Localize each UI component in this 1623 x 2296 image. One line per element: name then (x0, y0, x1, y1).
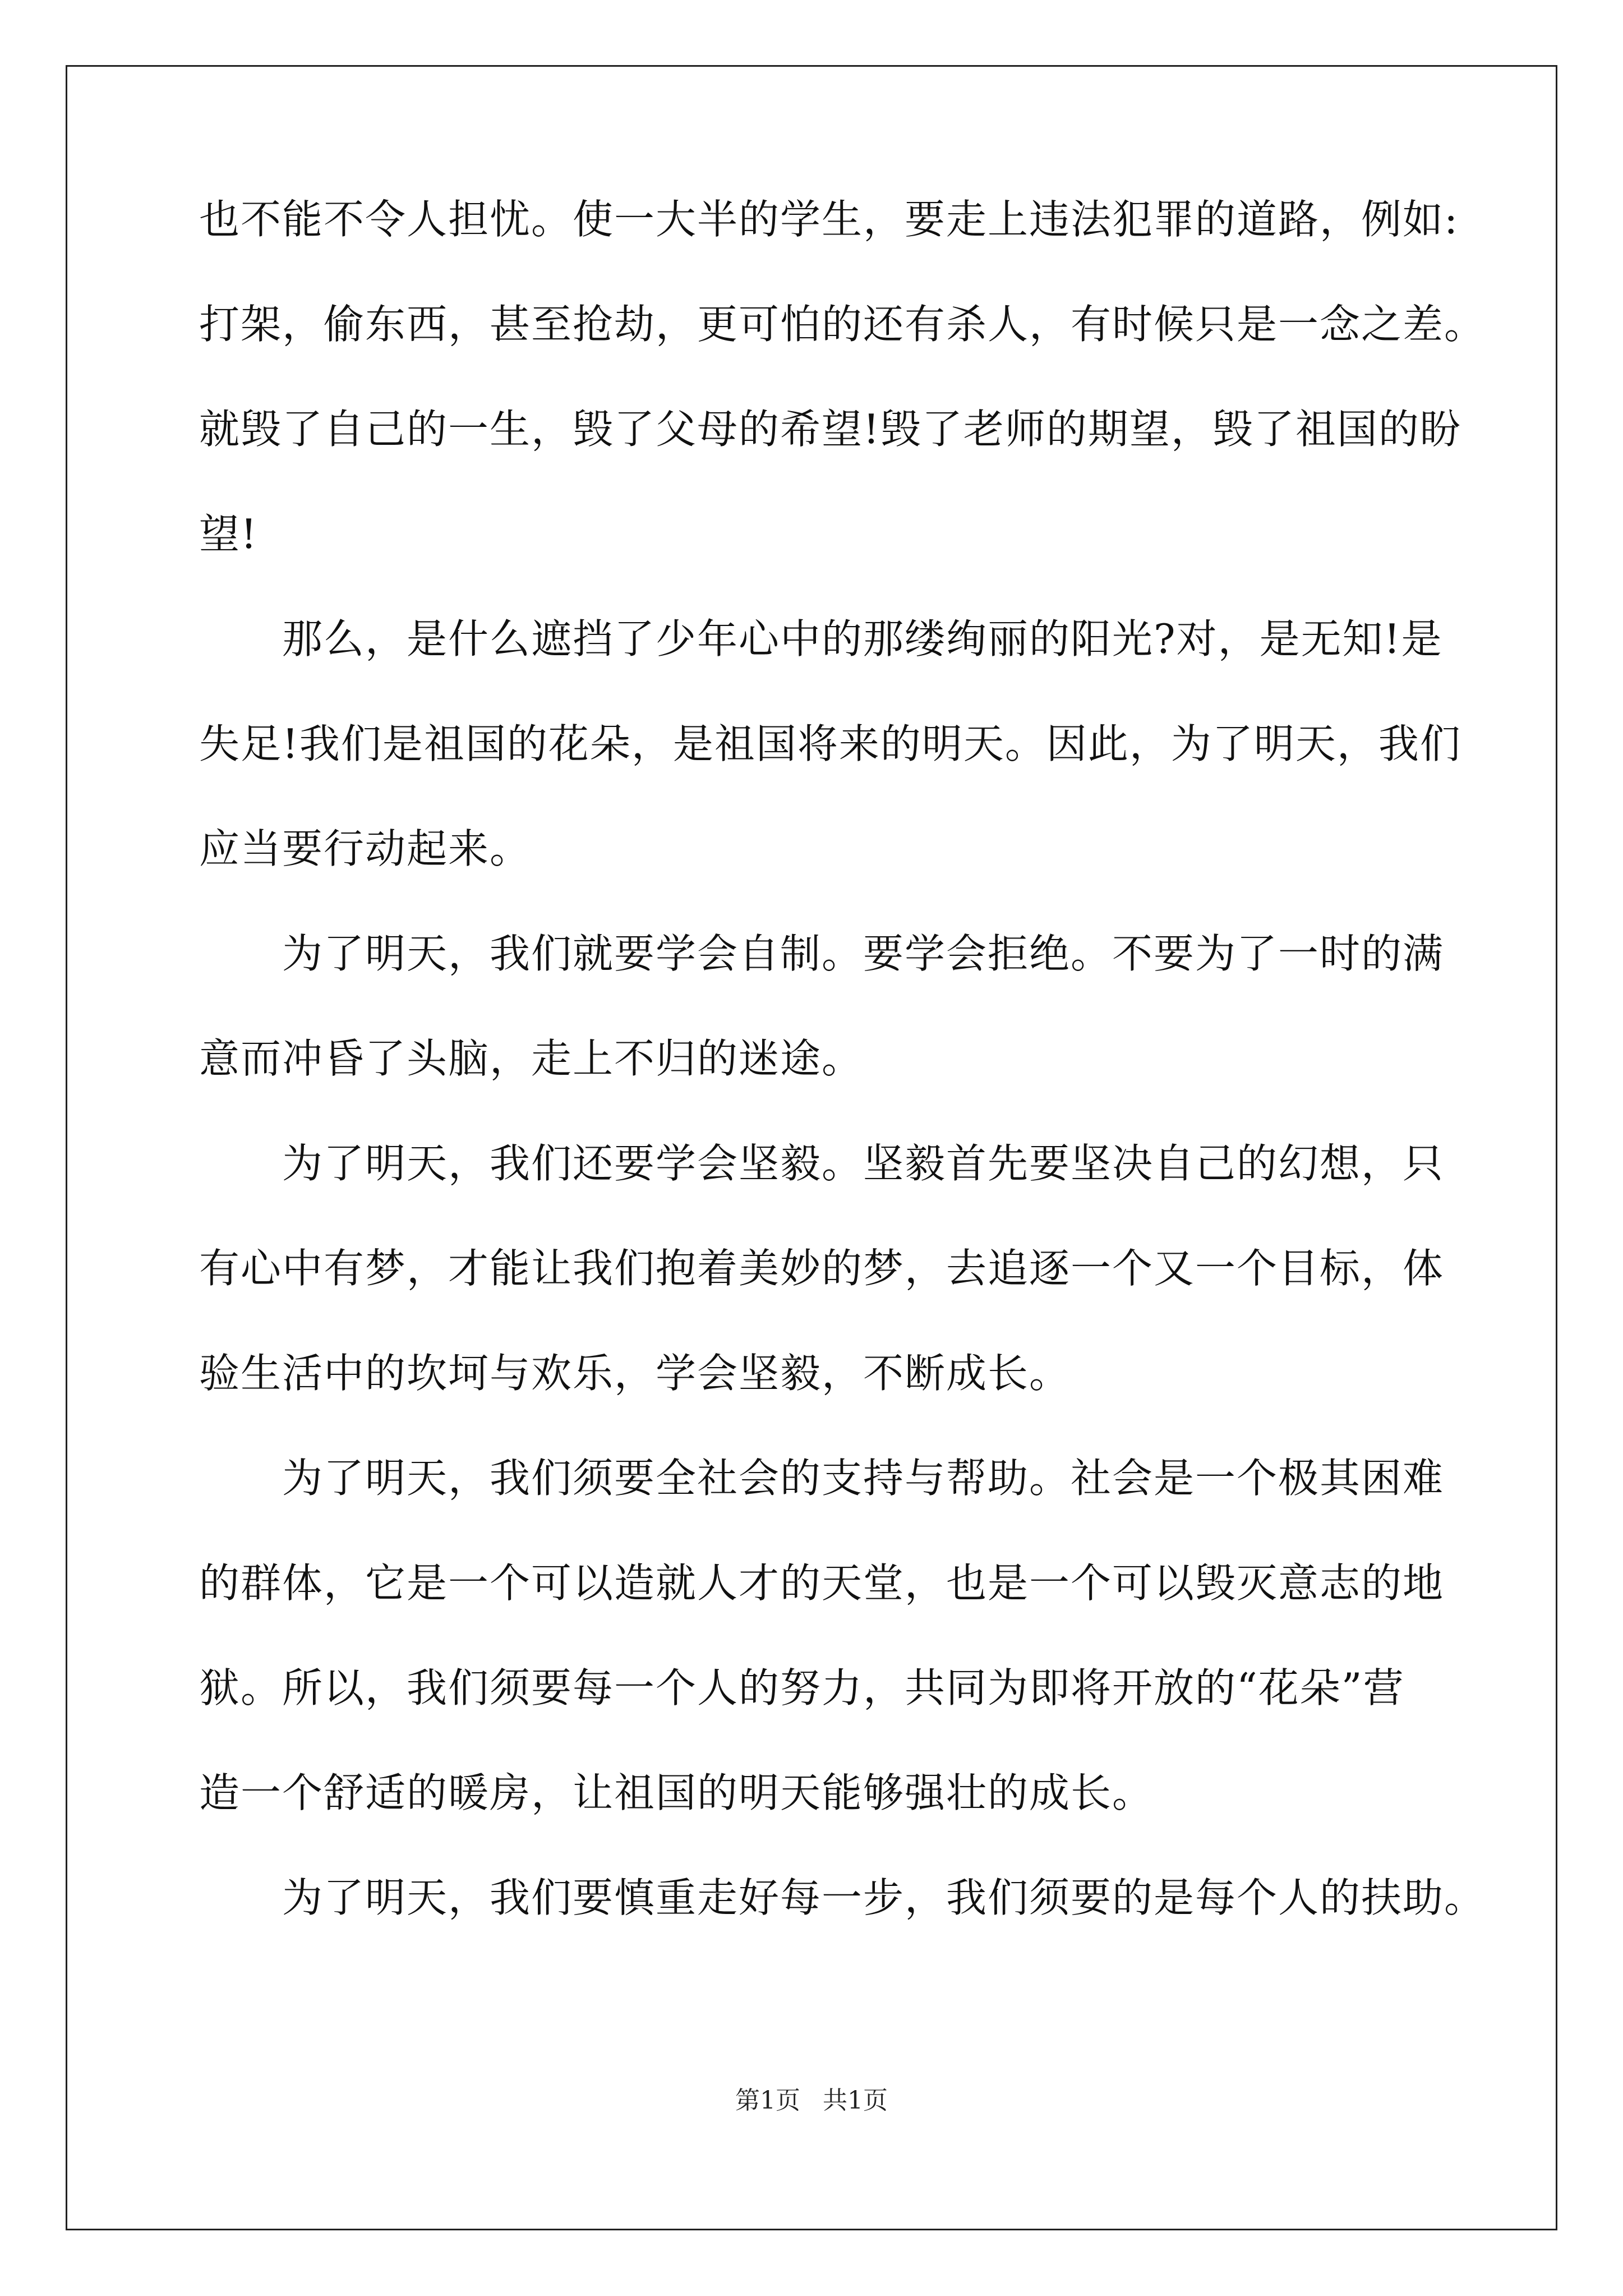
body-text-line: 造一个舒适的暖房，让祖国的明天能够强壮的成长。 (199, 1769, 1154, 1816)
body-text-line: 有心中有梦，才能让我们抱着美妙的梦，去追逐一个又一个目标，体 (199, 1245, 1445, 1292)
body-text-line: 为了明天，我们就要学会自制。要学会拒绝。不要为了一时的满 (199, 930, 1445, 977)
body-text-line: 意而冲昏了头脑，走上不归的迷途。 (199, 1035, 864, 1082)
body-text-line: 为了明天，我们须要全社会的支持与帮助。社会是一个极其困难 (199, 1455, 1445, 1502)
body-text-line: 失足!我们是祖国的花朵，是祖国将来的明天。因此，为了明天，我们 (199, 720, 1461, 767)
page-total: 共1页 (823, 2086, 888, 2115)
body-text-line: 望! (199, 510, 258, 558)
body-text-line: 打架，偷东西，甚至抢劫，更可怕的还有杀人，有时候只是一念之差。 (199, 301, 1486, 348)
body-text-line: 验生活中的坎坷与欢乐，学会坚毅，不断成长。 (199, 1350, 1071, 1397)
body-text-line: 就毁了自己的一生，毁了父母的希望!毁了老师的期望，毁了祖国的盼 (199, 406, 1461, 453)
body-text-line: 也不能不令人担忧。使一大半的学生，要走上违法犯罪的道路，例如: (199, 196, 1459, 243)
body-text-line: 为了明天，我们要慎重走好每一步，我们须要的是每个人的扶助。 (199, 1874, 1486, 1921)
page-footer (0, 2084, 1623, 2118)
body-text-line: 那么，是什么遮挡了少年心中的那缕绚丽的阳光?对，是无知!是 (199, 615, 1443, 662)
body-text-line: 为了明天，我们还要学会坚毅。坚毅首先要坚决自己的幻想，只 (199, 1140, 1445, 1187)
page-number: 第1页 (735, 2086, 800, 2115)
body-text-line: 应当要行动起来。 (199, 825, 532, 872)
body-text-line: 狱。所以，我们须要每一个人的努力，共同为即将开放的“花朵”营 (199, 1664, 1405, 1711)
body-text-line: 的群体，它是一个可以造就人才的天堂，也是一个可以毁灭意志的地 (199, 1559, 1445, 1607)
